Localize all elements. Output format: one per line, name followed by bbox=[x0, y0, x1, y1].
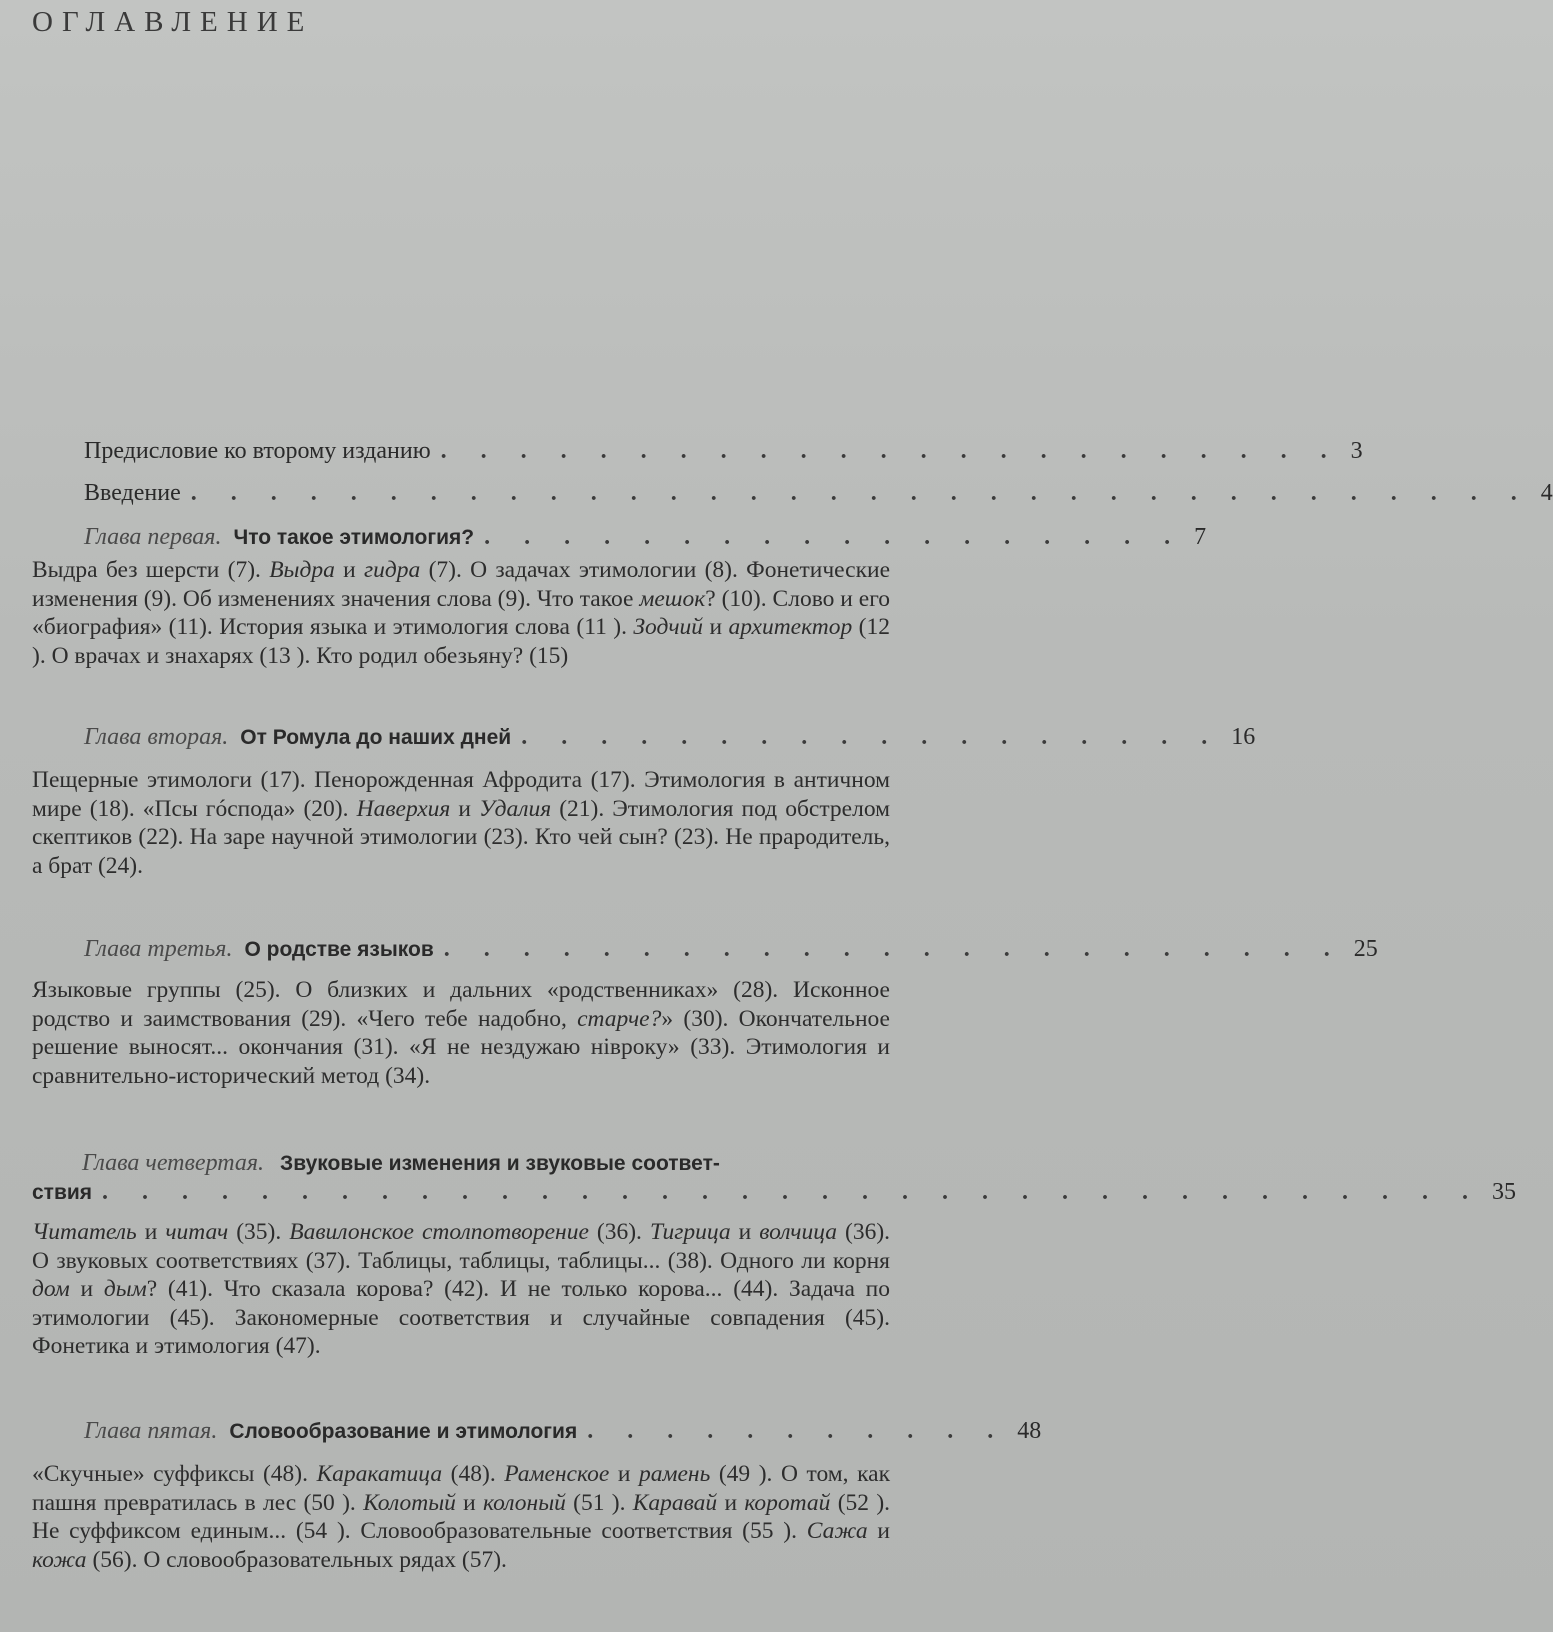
leader-dots: . . . . . . . . . . . . . . . . . . . . . . . bbox=[443, 936, 1344, 962]
italic-term: Колотый bbox=[363, 1489, 456, 1516]
summary-text: (51 ). bbox=[565, 1489, 633, 1516]
summary-text: (49 ). О том, как пашня превратилась в лес (50 ). bbox=[32, 1461, 890, 1516]
chapter-title: Звуковые изменения и звуковые соответ- bbox=[280, 1152, 720, 1175]
italic-term: архитектор bbox=[728, 614, 853, 640]
toc-page-number: 4 bbox=[1540, 480, 1553, 506]
italic-term: Вавилонское столпотворение bbox=[289, 1219, 589, 1245]
summary-text: Пещерные этимологи (17). Пенорожденная Афродита (17). Этимология в античном мире (18). «Псы гóспода» (20). bbox=[32, 767, 890, 822]
italic-term: дым bbox=[103, 1276, 147, 1302]
chapter-title-row bbox=[32, 1150, 976, 1177]
summary-text: и bbox=[867, 1518, 890, 1544]
toc-page-number: 35 bbox=[1492, 1179, 1517, 1205]
chapter-title: О родстве языков bbox=[244, 938, 434, 961]
toc-page-number: 48 bbox=[1017, 1418, 1042, 1444]
summary-text: и bbox=[730, 1219, 760, 1245]
chapter-label: Глава пятая. bbox=[84, 1418, 218, 1444]
summary-text: (56). О словообразовательных рядах (57). bbox=[86, 1546, 507, 1573]
summary-text: ? (10). Слово и его «биография» (11). История языка и этимология слова (11 ). bbox=[32, 585, 890, 640]
chapter-title-row bbox=[32, 1179, 1517, 1206]
toc-page-number: 3 bbox=[1350, 438, 1363, 464]
summary-text: и bbox=[334, 557, 364, 583]
italic-term: Тигрица bbox=[649, 1219, 731, 1245]
toc-chapter-4 bbox=[32, 1150, 1517, 1206]
summary-text: (21). Этимология под обстрелом скептиков (22). На заре научной этимологии (23). Кто чей сын? (23). Не прародитель, а брат (24). bbox=[32, 795, 890, 879]
chapter-summary bbox=[32, 1218, 890, 1361]
italic-term: волчица bbox=[759, 1219, 837, 1245]
italic-term: Удалия bbox=[479, 795, 552, 822]
italic-term: Сажа bbox=[806, 1518, 868, 1544]
summary-text: (7). О задачах этимологии (8). Фонетические изменения (9). Об изменениях значения слова (9). Что такое bbox=[32, 557, 891, 612]
toc-page-number: 16 bbox=[1231, 724, 1256, 750]
italic-term: Каракатица bbox=[316, 1461, 443, 1487]
italic-term: читач bbox=[165, 1219, 229, 1245]
chapter-title: От Ромула до наших дней bbox=[240, 726, 512, 749]
italic-term: гидра bbox=[364, 557, 421, 583]
italic-term: Каравай bbox=[632, 1489, 718, 1516]
summary-text: и bbox=[703, 614, 729, 640]
chapter-summary bbox=[32, 976, 890, 1090]
leader-dots: . . . . . . . . . . . bbox=[587, 1418, 1008, 1444]
toc-chapter-3 bbox=[84, 936, 1378, 970]
leader-dots: . . . . . . . . . . . . . . . . . . . . . . . . . . . . . . . . . . bbox=[190, 480, 1531, 506]
chapter-label: Глава вторая. bbox=[84, 724, 229, 750]
toc-entry-title: Предисловие ко второму изданию bbox=[84, 438, 431, 464]
italic-term: Наверхия bbox=[356, 795, 451, 822]
leader-dots: . . . . . . . . . . . . . . . . . . bbox=[521, 724, 1222, 750]
summary-text: и bbox=[455, 1489, 484, 1516]
leader-dots: . . . . . . . . . . . . . . . . . . . . . . . . . . . . . . . . . . . bbox=[102, 1179, 1483, 1205]
chapter-summary bbox=[32, 766, 890, 880]
italic-term: коротай bbox=[744, 1489, 831, 1516]
chapter-title-continuation: ствия bbox=[32, 1181, 93, 1204]
toc-page-number: 25 bbox=[1353, 936, 1378, 962]
toc-chapter-5 bbox=[84, 1418, 1042, 1452]
toc-page-number: 7 bbox=[1194, 524, 1207, 550]
italic-term: рамень bbox=[638, 1461, 711, 1487]
italic-term: Раменское bbox=[504, 1461, 610, 1487]
summary-text: Выдра без шерсти (7). bbox=[32, 557, 270, 583]
page-heading: ОГЛАВЛЕНИЕ bbox=[32, 6, 314, 38]
italic-term: дом bbox=[32, 1276, 70, 1302]
summary-text: ? (41). Что сказала корова? (42). И не только корова... (44). Задача по этимологии (45). Закономерные соответствия и случайные совпадения (45). Фонетика и этимология (47). bbox=[32, 1276, 891, 1359]
italic-term: колоный bbox=[483, 1489, 566, 1516]
summary-text: (12 ). О врачах и знахарях (13 ). Кто родил обезьяну? (15) bbox=[32, 614, 890, 669]
leader-dots: . . . . . . . . . . . . . . . . . . bbox=[484, 524, 1185, 550]
summary-text: «Скучные» суффиксы (48). bbox=[32, 1461, 317, 1487]
summary-text: (35). bbox=[228, 1219, 290, 1245]
toc-entry-preface bbox=[84, 438, 1363, 472]
toc-chapter-1 bbox=[84, 524, 1207, 558]
chapter-title: Словообразование и этимология bbox=[229, 1420, 578, 1443]
leader-dots: . . . . . . . . . . . . . . . . . . . . . . . bbox=[440, 438, 1341, 464]
summary-text: » (30). Окончательное решение выносят... окончания (31). «Я не нездужаю нівроку» (33). Этимология и сравнительно-исторический метод (34). bbox=[32, 1005, 890, 1089]
toc-chapter-2 bbox=[84, 724, 1256, 758]
toc-entry-title: Введение bbox=[84, 480, 181, 506]
italic-term: мешок bbox=[639, 585, 706, 612]
summary-text: и bbox=[450, 795, 480, 822]
summary-text: (48). bbox=[442, 1461, 505, 1487]
summary-text: Языковые группы (25). О близких и дальних «родственниках» (28). Исконное родство и заимствования (29). «Чего тебе надобно, bbox=[32, 977, 890, 1032]
chapter-label: Глава четвертая. bbox=[82, 1150, 265, 1176]
italic-term: Выдра bbox=[269, 557, 335, 583]
chapter-label: Глава первая. bbox=[84, 524, 222, 550]
summary-text: (52 ). Не суффиксом единым... (54 ). Словообразовательные соответствия (55 ). bbox=[32, 1489, 891, 1544]
italic-term: старче? bbox=[577, 1005, 662, 1032]
toc-entry-introduction bbox=[84, 480, 1553, 514]
summary-text: и bbox=[136, 1219, 166, 1245]
summary-text: и bbox=[609, 1461, 639, 1487]
summary-text: (36). bbox=[588, 1219, 650, 1245]
italic-term: Зодчий bbox=[633, 614, 704, 640]
italic-term: кожа bbox=[32, 1546, 87, 1573]
summary-text: (36). О звуковых соответствиях (37). Таблицы, таблицы, таблицы... (38). Одного ли корня bbox=[32, 1219, 891, 1274]
chapter-title: Что такое этимология? bbox=[233, 526, 475, 549]
summary-text: и bbox=[69, 1276, 104, 1302]
summary-text: и bbox=[717, 1489, 745, 1516]
italic-term: Читатель bbox=[32, 1219, 137, 1245]
chapter-label: Глава третья. bbox=[84, 936, 233, 962]
chapter-summary bbox=[32, 1460, 890, 1574]
chapter-summary bbox=[32, 556, 890, 670]
